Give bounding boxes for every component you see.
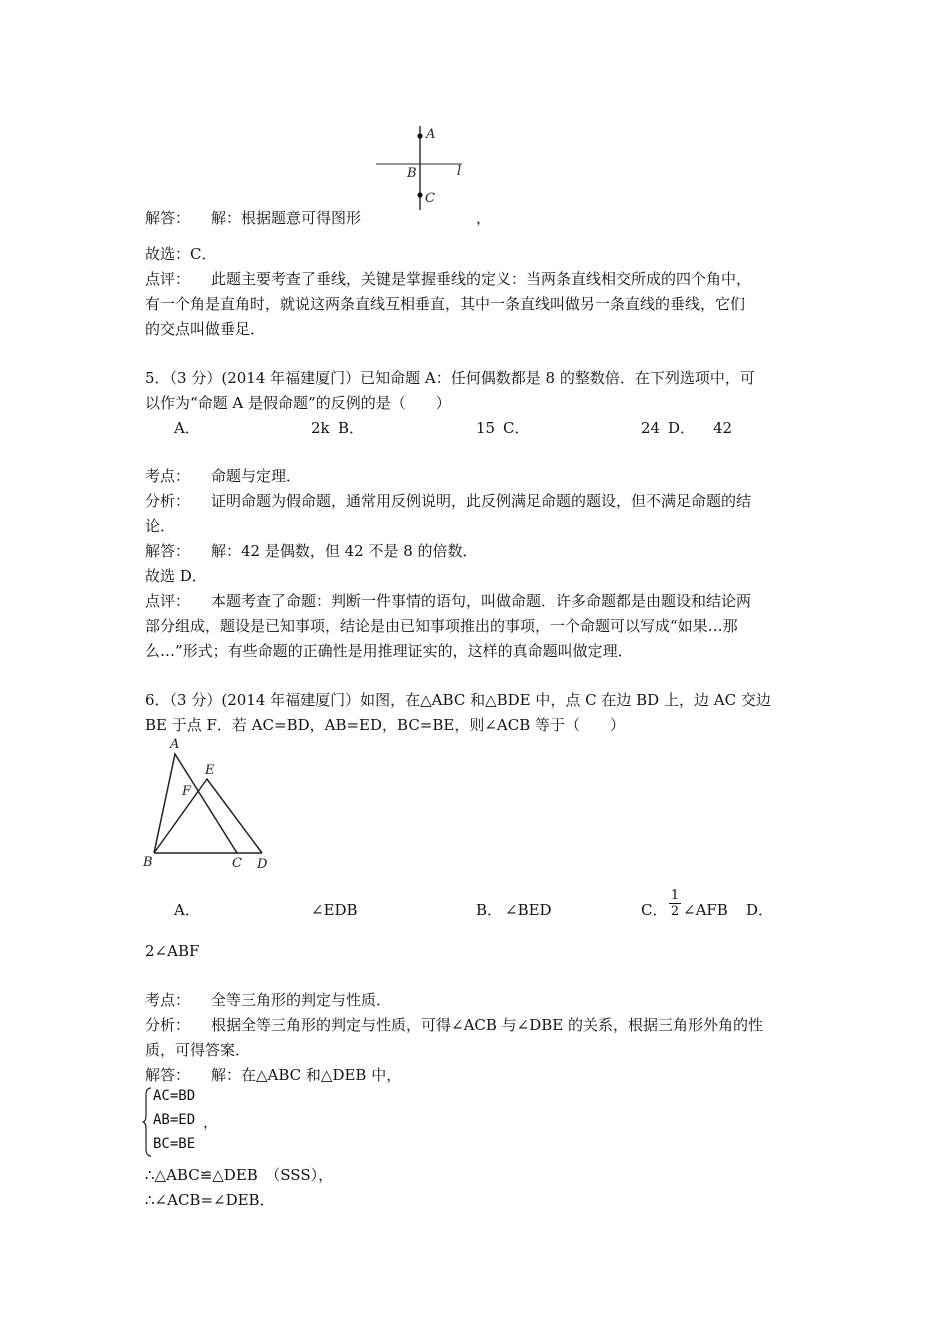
q6-analysis-line2: 质，可得答案． (145, 1041, 251, 1059)
q5-analysis-line1: 证明命题为假命题，通常用反例说明，此反例满足命题的题设，但不满足命题的结 (211, 492, 752, 510)
q6-stem-line2: BE 于点 F．若 AC=BD，AB=ED，BC=BE，则∠ACB 等于（ ） (145, 716, 626, 734)
label-e: E (205, 763, 215, 778)
q5-analysis-label: 分析： (145, 492, 191, 510)
q6-option-c-value: ∠AFB (683, 901, 728, 919)
system-eq-1: AC=BD (153, 1088, 196, 1104)
q6-option-d-label: D． (746, 901, 774, 919)
q4-answer-label: 解答： (145, 209, 191, 227)
left-brace (142, 1087, 152, 1157)
q6-option-a-value: ∠EDB (311, 901, 358, 919)
q5-comment-line2: 部分组成，题设是已知事项，结论是由已知事项推出的事项，一个命题可以写成“如果…那 (145, 617, 738, 635)
q6-option-b-value: ∠BED (505, 901, 552, 919)
q5-comment-line1: 本题考查了命题：判断一件事情的语句，叫做命题．许多命题都是由题设和结论两 (211, 592, 752, 610)
label-a: A (426, 127, 436, 142)
label-l: l (457, 164, 462, 179)
q6-stem-line1: 6．（3 分）(2014 年福建厦门）如图，在△ABC 和△BDE 中，点 C 在边 BD 上，边 AC 交边 (145, 691, 771, 709)
label-c: C (425, 191, 435, 206)
q5-option-a-label: A． (174, 419, 200, 437)
q5-answer-text: 解：42 是偶数，但 42 不是 8 的倍数． (211, 542, 478, 560)
q4-comment-line3: 的交点叫做垂足． (145, 320, 266, 338)
q6-option-c-label: C． (641, 901, 668, 919)
q5-option-b-value: 15 (476, 419, 496, 437)
q6-option-d-value: 2∠ABF (145, 942, 200, 960)
q4-comment-line2: 有一个角是直角时，就说这两条直线互相垂直，其中一条直线叫做另一条直线的垂线，它们 (145, 295, 746, 313)
q6-analysis-line1: 根据全等三角形的判定与性质，可得∠ACB 与∠DBE 的关系，根据三角形外角的性 (211, 1016, 764, 1034)
label-b: B (143, 855, 153, 870)
label-b: B (407, 166, 417, 181)
q5-comment-line3: 么…”形式；有些命题的正确性是用推理证实的，这样的真命题叫做定理． (145, 642, 633, 660)
q5-comment-label: 点评： (145, 592, 191, 610)
point-c (417, 192, 422, 197)
q6-point-text: 全等三角形的判定与性质． (211, 991, 392, 1009)
q6-option-a-label: A． (174, 901, 200, 919)
q4-comment-label: 点评： (145, 270, 191, 288)
system-eq-3: BC=BE (153, 1136, 196, 1152)
q5-stem-line1: 5．（3 分）(2014 年福建厦门）已知命题 A：任何偶数都是 8 的整数倍．在下列选项中，可 (145, 369, 755, 387)
q5-option-c-value: 24 (641, 419, 661, 437)
q6-analysis-label: 分析： (145, 1016, 191, 1034)
one-half-fraction (669, 889, 681, 918)
q6-conclusion-2: ∴∠ACB=∠DEB． (145, 1191, 275, 1209)
q5-point-label: 考点： (145, 467, 191, 485)
q4-answer-text: 解：根据题意可得图形 (211, 209, 362, 227)
q6-answer-text: 解：在△ABC 和△DEB 中， (211, 1066, 402, 1084)
label-f: F (182, 784, 192, 799)
q6-conclusion-1: ∴△ABC≌△DEB （SSS）， (145, 1166, 334, 1184)
q4-comment-line1: 此题主要考查了垂线，关键是掌握垂线的定义：当两条直线相交所成的四个角中， (211, 270, 752, 288)
system-eq-2: AB=ED (153, 1112, 196, 1128)
q4-answer-comma: ， (476, 209, 492, 227)
label-c: C (232, 856, 242, 871)
perpendicular-line-figure (370, 124, 480, 212)
q5-answer-label: 解答： (145, 542, 191, 560)
fraction-numerator: 1 (670, 888, 680, 903)
q5-option-c-label: C． (503, 419, 530, 437)
q5-stem-line2: 以作为“命题 A 是假命题”的反例的是（ ） (145, 394, 451, 412)
fraction-denominator: 2 (670, 904, 680, 919)
q4-choice: 故选：C． (145, 245, 217, 263)
triangle-figure (140, 734, 280, 874)
q6-point-label: 考点： (145, 991, 191, 1009)
q5-analysis-line2: 论． (145, 517, 176, 535)
q5-option-b-label: B． (338, 419, 365, 437)
label-a: A (170, 737, 180, 752)
q5-option-d-label: D． (668, 419, 696, 437)
triangle-bde (154, 779, 262, 853)
system-comma: ， (203, 1113, 219, 1131)
q5-option-d-value: 42 (713, 419, 733, 437)
point-a (417, 133, 422, 138)
q5-point-text: 命题与定理． (211, 467, 302, 485)
q6-option-b-label: B． (476, 901, 503, 919)
q5-option-a-value: 2k (311, 419, 330, 437)
label-d: D (257, 857, 268, 872)
q6-answer-label: 解答： (145, 1066, 191, 1084)
q5-choice: 故选 D． (145, 567, 207, 585)
